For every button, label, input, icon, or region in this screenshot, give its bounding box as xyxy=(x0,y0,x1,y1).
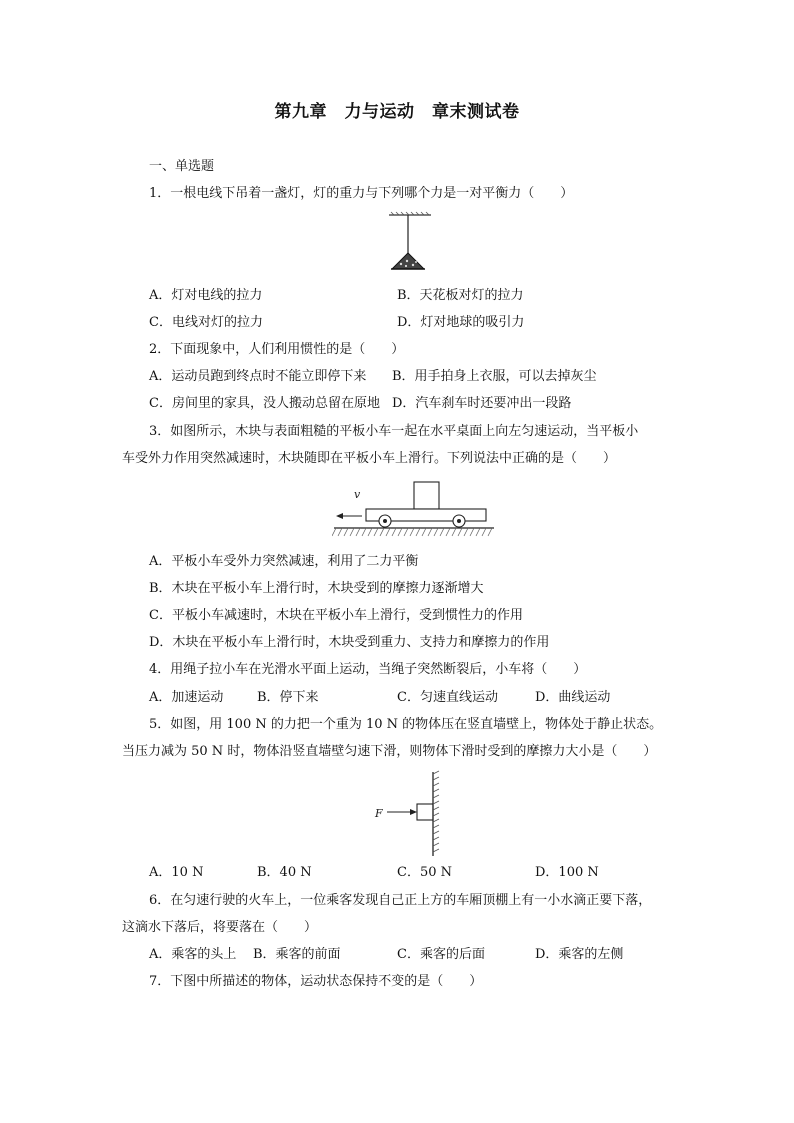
q3-option-b: B．木块在平板小车上滑行时，木块受到的摩擦力逐渐增大 xyxy=(149,581,484,596)
section-heading: 一、单选题 xyxy=(149,159,215,174)
page-title: 第九章 力与运动 章末测试卷 xyxy=(274,102,520,122)
q2-option-c: C．房间里的家具，没人搬动总留在原地 xyxy=(149,396,380,411)
q3-option-a: A．平板小车受外力突然减速，利用了二力平衡 xyxy=(149,554,419,569)
q1-option-b: B．天花板对灯的拉力 xyxy=(397,288,524,303)
q3-stem-line1: 3．如图所示，木块与表面粗糙的平板小车一起在水平桌面上向左匀速运动，当平板小 xyxy=(149,424,639,439)
q4-option-d: D．曲线运动 xyxy=(535,690,611,705)
q2-option-a: A．运动员跑到终点时不能立即停下来 xyxy=(149,369,367,384)
q5-option-b: B．40 N xyxy=(257,865,312,880)
q5-option-a: A．10 N xyxy=(149,865,204,880)
force-label: F xyxy=(375,807,383,820)
q1-stem: 1．一根电线下吊着一盏灯，灯的重力与下列哪个力是一对平衡力（ ） xyxy=(149,186,574,201)
q5-option-d: D．100 N xyxy=(535,865,599,880)
q4-option-a: A．加速运动 xyxy=(149,690,224,705)
q1-option-a: A．灯对电线的拉力 xyxy=(149,288,263,303)
wall-block-figure xyxy=(370,770,450,860)
q5-stem-line2: 当压力减为 50 N 时，物体沿竖直墙壁匀速下滑，则物体下滑时受到的摩擦力大小是（ ） xyxy=(122,744,657,759)
q6-option-d: D．乘客的左侧 xyxy=(535,947,624,962)
q6-option-c: C．乘客的后面 xyxy=(397,947,485,962)
q2-stem: 2．下面现象中，人们利用惯性的是（ ） xyxy=(149,342,405,357)
q2-option-b: B．用手拍身上衣服，可以去掉灰尘 xyxy=(392,369,597,384)
q1-option-c: C．电线对灯的拉力 xyxy=(149,315,263,330)
q2-option-d: D．汽车刹车时还要冲出一段路 xyxy=(392,396,572,411)
q6-option-a: A．乘客的头上 xyxy=(149,947,237,962)
hanging-lamp-figure xyxy=(387,211,437,273)
q3-stem-line2: 车受外力作用突然减速时，木块随即在平板小车上滑行。下列说法中正确的是（ ） xyxy=(122,451,617,466)
q6-option-b: B．乘客的前面 xyxy=(253,947,341,962)
q4-option-b: B．停下来 xyxy=(257,690,319,705)
q5-option-c: C．50 N xyxy=(397,865,452,880)
q7-stem: 7．下图中所描述的物体，运动状态保持不变的是（ ） xyxy=(149,974,483,989)
q3-option-d: D．木块在平板小车上滑行时，木块受到重力、支持力和摩擦力的作用 xyxy=(149,635,550,650)
q1-option-d: D．灯对地球的吸引力 xyxy=(397,315,525,330)
q3-option-c: C．平板小车减速时，木块在平板小车上滑行，受到惯性力的作用 xyxy=(149,608,523,623)
cart-block-figure xyxy=(332,476,496,544)
q6-stem-line2: 这滴水下落后，将要落在（ ） xyxy=(122,920,318,935)
q4-option-c: C．匀速直线运动 xyxy=(397,690,498,705)
velocity-label: v xyxy=(354,488,361,501)
q5-stem-line1: 5．如图，用 100 N 的力把一个重为 10 N 的物体压在竖直墙壁上，物体处于静止状态。 xyxy=(149,717,663,732)
q6-stem-line1: 6．在匀速行驶的火车上，一位乘客发现自己正上方的车厢顶棚上有一小水滴正要下落， xyxy=(149,893,652,908)
q4-stem: 4．用绳子拉小车在光滑水平面上运动，当绳子突然断裂后，小车将（ ） xyxy=(149,662,587,677)
